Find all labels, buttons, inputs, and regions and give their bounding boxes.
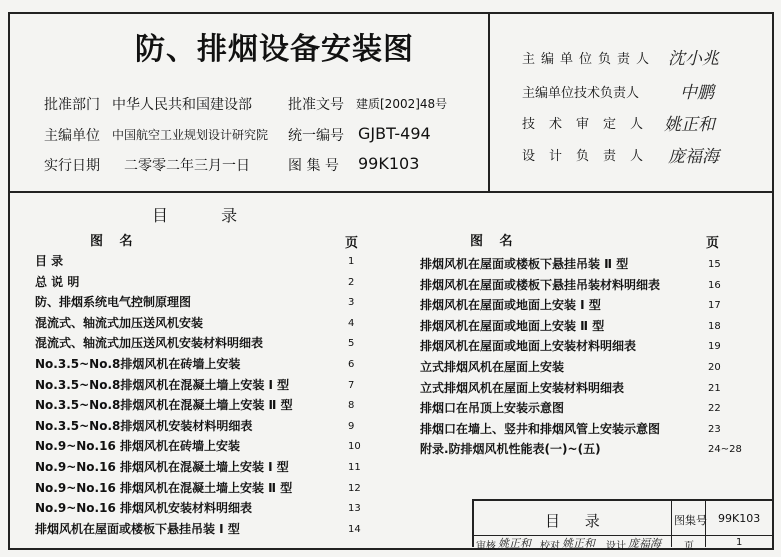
toc-entry-page: 18 xyxy=(708,320,721,332)
page-label: 页 xyxy=(684,541,694,552)
approval-dept-label: 批准部门 xyxy=(44,97,100,113)
toc-entry-page: 16 xyxy=(708,279,721,291)
unified-no: GJBT-494 xyxy=(358,124,431,143)
toc-entry-name: No.3.5~No.8排烟风机在混凝土墙上安装 Ⅱ 型 xyxy=(35,398,293,413)
toc-entry-name: 防、排烟系统电气控制原理图 xyxy=(35,295,192,310)
toc-entry-page: 22 xyxy=(708,403,721,415)
toc-entry-name: 总 说 明 xyxy=(35,274,80,289)
toc-entry-page: 8 xyxy=(348,400,355,412)
editor-unit: 中国航空工业规划设计研究院 xyxy=(112,128,269,142)
toc-entry-name: No.3.5~No.8排烟风机在混凝土墙上安装 Ⅰ 型 xyxy=(35,377,290,392)
toc-entry-name: No.9~No.16 排烟风机在砖墙上安装 xyxy=(35,439,240,454)
toc-entry-page: 21 xyxy=(708,382,721,394)
design-label: 设计 xyxy=(606,541,626,552)
toc-entry-name: 排烟风机在屋面或地面上安装材料明细表 xyxy=(420,339,637,354)
signatory-role: 技术审定人 xyxy=(522,117,658,132)
toc-entry-name: 排烟风机在屋面或楼板下悬挂吊装材料明细表 xyxy=(420,277,661,292)
check-signature: 姚正和 xyxy=(562,537,595,550)
toc-title: 目 录 xyxy=(152,206,262,225)
toc-entry-name: 目 录 xyxy=(35,254,64,268)
toc-entry-page: 19 xyxy=(708,341,721,353)
toc-entry-name: 混流式、轴流式加压送风机安装 xyxy=(35,315,204,330)
toc-entry-name: No.9~No.16 排烟风机安装材料明细表 xyxy=(35,501,252,516)
toc-entry-page: 23 xyxy=(708,423,721,435)
toc-col-page: 页 xyxy=(345,236,359,251)
toc-entry-page: 13 xyxy=(348,503,361,515)
divider xyxy=(8,191,772,193)
toc-entry-name: No.3.5~No.8排烟风机安装材料明细表 xyxy=(35,418,253,433)
toc-col-name: 图 名 xyxy=(90,234,139,249)
document-title: 防、排烟设备安装图 xyxy=(135,32,414,67)
toc-entry-page: 20 xyxy=(708,362,721,373)
signature: 沈小兆 xyxy=(668,49,719,69)
toc-entry-name: 排烟口在墙上、竖井和排烟风管上安装示意图 xyxy=(420,421,661,436)
toc-entry-name: 排烟风机在屋面或楼板下悬挂吊装 Ⅰ 型 xyxy=(35,521,240,536)
unified-no-label: 统一编号 xyxy=(288,128,344,144)
signatory-role: 设计负责人 xyxy=(522,149,658,164)
toc-entry-name: 混流式、轴流式加压送风机安装材料明细表 xyxy=(35,336,264,351)
signatory-role: 主编单位负责人 xyxy=(522,52,656,67)
toc-entry-page: 2 xyxy=(348,276,355,288)
toc-entry-name: No.9~No.16 排烟风机在混凝土墙上安装 Ⅱ 型 xyxy=(35,480,293,495)
toc-entry-name: 排烟风机在屋面或地面上安装 Ⅱ 型 xyxy=(420,318,605,333)
signature: 庞福海 xyxy=(668,147,719,167)
signature: 姚正和 xyxy=(664,115,715,135)
toc-entry-page: 11 xyxy=(348,462,361,473)
atlas-no: 99K103 xyxy=(718,512,761,525)
design-signature: 庞福海 xyxy=(628,537,661,550)
atlas-no-label: 图集号 xyxy=(674,514,707,527)
effective-date-label: 实行日期 xyxy=(44,158,100,174)
signature: 中鹏 xyxy=(680,83,714,103)
atlas-no: 99K103 xyxy=(358,154,420,173)
toc-entry-page: 9 xyxy=(348,420,355,432)
effective-date: 二零零二年三月一日 xyxy=(124,158,250,174)
toc-col-page: 页 xyxy=(706,236,720,251)
atlas-no-label: 图 集 号 xyxy=(288,158,339,174)
divider xyxy=(488,12,490,192)
toc-entry-name: 排烟风机在屋面或地面上安装 Ⅰ 型 xyxy=(420,298,601,313)
toc-entry-page: 15 xyxy=(708,259,721,270)
toc-entry-name: No.3.5~No.8排烟风机在砖墙上安装 xyxy=(35,357,241,371)
review-label: 审核 xyxy=(476,541,496,552)
toc-entry-page: 3 xyxy=(348,297,355,309)
toc-entry-name: 排烟风机在屋面或楼板下悬挂吊装 Ⅱ 型 xyxy=(420,257,629,271)
toc-entry-page: 1 xyxy=(348,256,355,267)
editor-unit-label: 主编单位 xyxy=(44,128,100,144)
signatory-role: 主编单位技术负责人 xyxy=(522,86,640,101)
toc-entry-name: 排烟口在吊顶上安装示意图 xyxy=(420,401,565,416)
toc-entry-page: 12 xyxy=(348,482,361,494)
toc-entry-page: 10 xyxy=(348,441,361,453)
toc-entry-page: 24~28 xyxy=(708,444,742,456)
sheet-title: 目 录 xyxy=(545,512,610,530)
toc-entry-page: 4 xyxy=(348,317,355,329)
toc-entry-page: 5 xyxy=(348,338,355,350)
toc-col-name: 图 名 xyxy=(470,234,519,249)
toc-entry-page: 14 xyxy=(348,523,361,535)
approval-no: 建质[2002]48号 xyxy=(356,97,448,111)
page-no: 1 xyxy=(736,537,743,548)
toc-entry-name: No.9~No.16 排烟风机在混凝土墙上安装 Ⅰ 型 xyxy=(35,460,289,474)
approval-dept: 中华人民共和国建设部 xyxy=(112,97,252,113)
toc-entry-page: 7 xyxy=(348,379,355,391)
review-signature: 姚正和 xyxy=(498,537,531,550)
toc-entry-name: 立式排烟风机在屋面上安装 xyxy=(420,360,565,374)
check-label: 校对 xyxy=(540,541,560,552)
toc-entry-name: 立式排烟风机在屋面上安装材料明细表 xyxy=(420,380,625,395)
toc-entry-page: 17 xyxy=(708,300,721,312)
toc-entry-page: 6 xyxy=(348,359,355,370)
approval-no-label: 批准文号 xyxy=(288,97,344,113)
toc-entry-name: 附录.防排烟风机性能表(一)~(五) xyxy=(420,442,601,457)
